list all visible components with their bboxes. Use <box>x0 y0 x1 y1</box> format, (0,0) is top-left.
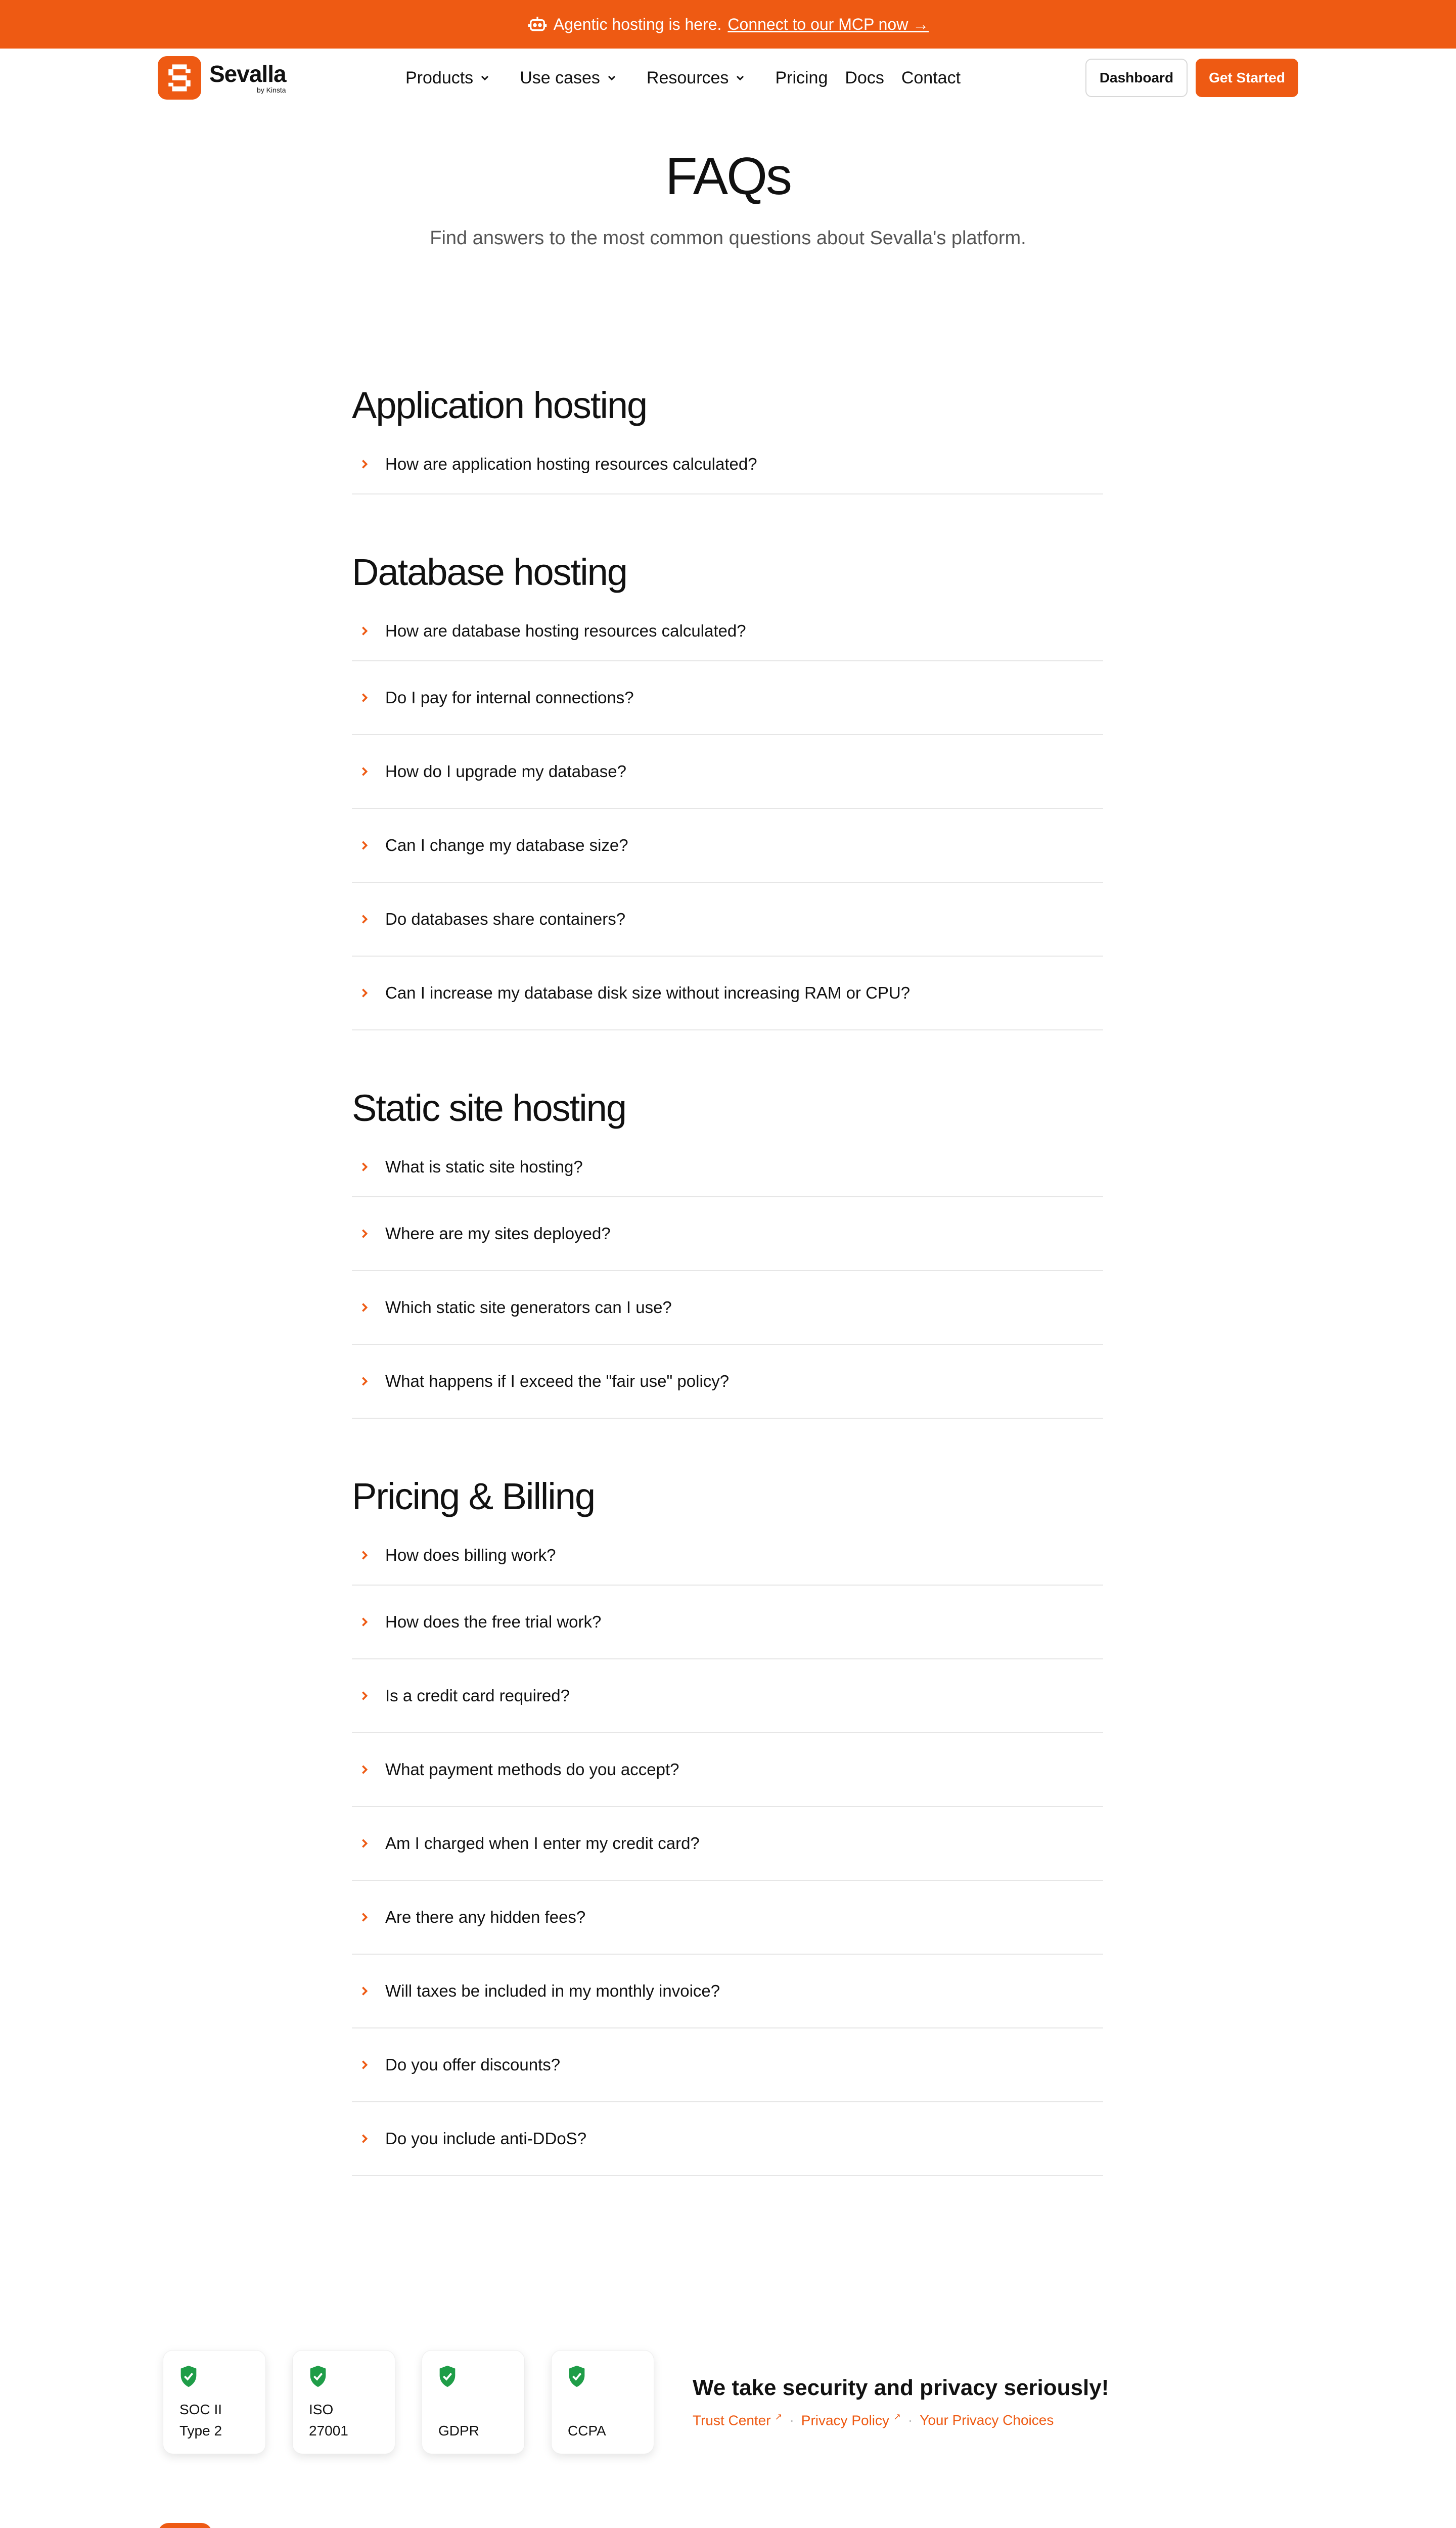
logo-name: Sevalla <box>209 61 286 87</box>
chevron-right-icon <box>357 2131 372 2146</box>
chevron-down-icon <box>480 73 489 82</box>
faq-question: How are database hosting resources calculated? <box>385 621 746 640</box>
faq-item[interactable] <box>352 1138 1103 1197</box>
faq-question: Can I increase my database disk size without increasing RAM or CPU? <box>385 983 911 1002</box>
chevron-right-icon <box>357 1300 372 1315</box>
chevron-down-icon <box>736 73 745 82</box>
footer-brand <box>158 2523 512 2528</box>
shield-check-icon <box>308 2365 328 2388</box>
faq-question: Do you include anti-DDoS? <box>385 2129 587 2148</box>
chevron-right-icon <box>357 1374 372 1389</box>
privacy-policy-link[interactable]: Privacy Policy ↗ <box>801 2412 901 2428</box>
chevron-right-icon <box>357 623 372 639</box>
faq-question: Are there any hidden fees? <box>385 1908 586 1926</box>
faq-item[interactable] <box>352 1659 1103 1733</box>
logo[interactable] <box>158 56 286 100</box>
faq-item[interactable] <box>352 735 1103 809</box>
nav-contact[interactable]: Contact <box>901 68 961 87</box>
chevron-right-icon <box>357 690 372 705</box>
faq-item[interactable] <box>352 2102 1103 2176</box>
nav-docs[interactable]: Docs <box>845 68 884 87</box>
faq-section <box>352 543 1103 1030</box>
faq-section-heading: Pricing & Billing <box>352 1475 595 1517</box>
faq-question: What is static site hosting? <box>385 1157 583 1176</box>
chevron-right-icon <box>357 1548 372 1563</box>
faq-item[interactable] <box>352 1197 1103 1271</box>
faq-question: Am I charged when I enter my credit card? <box>385 1834 700 1853</box>
faq-question: Where are my sites deployed? <box>385 1224 611 1243</box>
faq-question: Can I change my database size? <box>385 836 628 854</box>
chevron-right-icon <box>357 838 372 853</box>
faq-question: What payment methods do you accept? <box>385 1760 679 1779</box>
faq-item[interactable] <box>352 1271 1103 1345</box>
faq-item[interactable] <box>352 809 1103 883</box>
chevron-down-icon <box>607 73 616 82</box>
shield-check-icon <box>567 2365 587 2388</box>
chevron-right-icon <box>357 1226 372 1241</box>
footer-logo[interactable] <box>158 2523 512 2528</box>
soc2-badge: SOC II Type 2 <box>163 2350 266 2454</box>
chevron-right-icon <box>357 1762 372 1777</box>
faq-section <box>352 1467 1103 2176</box>
faq-item[interactable] <box>352 1586 1103 1659</box>
chevron-right-icon <box>357 1159 372 1175</box>
faq-section <box>352 376 1103 494</box>
faq-item[interactable] <box>352 661 1103 735</box>
faq-question: Do I pay for internal connections? <box>385 688 634 707</box>
page-subtitle: Find answers to the most common questions about Sevalla's platform. <box>430 228 1026 249</box>
faq-item[interactable] <box>352 602 1103 661</box>
external-link-icon: ↗ <box>893 2412 901 2422</box>
faq-section-heading: Application hosting <box>352 384 647 426</box>
faq-item[interactable] <box>352 1345 1103 1419</box>
chevron-right-icon <box>357 912 372 927</box>
faq-section-heading: Database hosting <box>352 551 627 593</box>
faq-item[interactable] <box>352 1955 1103 2028</box>
trust-center-link[interactable]: Trust Center ↗ <box>693 2412 783 2428</box>
faq-item[interactable] <box>352 957 1103 1030</box>
faq-item[interactable] <box>352 1881 1103 1955</box>
chevron-right-icon <box>357 764 372 779</box>
faq-item[interactable] <box>352 2028 1103 2102</box>
ccpa-badge: CCPA <box>551 2350 654 2454</box>
shield-check-icon <box>178 2365 199 2388</box>
shield-check-icon <box>437 2365 458 2388</box>
nav-resources[interactable]: Resources <box>647 68 745 88</box>
chevron-right-icon <box>357 1688 372 1703</box>
faq-question: How do I upgrade my database? <box>385 762 626 781</box>
security-section: SOC II Type 2 ISO 27001 GDPR CCPA We take security and privacy seriously! Trust Center ↗ · Privacy Policy ↗ · Your Privacy Choices <box>163 2350 1109 2454</box>
gdpr-badge: GDPR <box>422 2350 525 2454</box>
logo-by: by Kinsta <box>256 86 286 94</box>
faq-item[interactable] <box>352 435 1103 494</box>
robot-icon <box>527 14 548 34</box>
faq-question: How does billing work? <box>385 1546 556 1564</box>
chevron-right-icon <box>357 457 372 472</box>
chevron-right-icon <box>357 1614 372 1630</box>
chevron-right-icon <box>357 1836 372 1851</box>
banner-text: Agentic hosting is here. <box>553 15 722 33</box>
site-header <box>158 49 1298 107</box>
iso-badge: ISO 27001 <box>292 2350 395 2454</box>
page-title: FAQs <box>665 147 791 206</box>
chevron-right-icon <box>357 985 372 1001</box>
faq-question: Will taxes be included in my monthly invoice? <box>385 1981 720 2000</box>
nav-products[interactable]: Products <box>405 68 489 88</box>
faq-section-heading: Static site hosting <box>352 1087 626 1129</box>
get-started-button[interactable]: Get Started <box>1196 59 1298 97</box>
faq-item[interactable] <box>352 1807 1103 1881</box>
nav-pricing[interactable]: Pricing <box>775 68 828 87</box>
faq-question: How does the free trial work? <box>385 1612 602 1631</box>
faq-list <box>352 376 1103 2225</box>
main-nav <box>405 68 978 88</box>
faq-question: How are application hosting resources calculated? <box>385 455 757 473</box>
faq-question: Do databases share containers? <box>385 910 626 928</box>
faq-item[interactable] <box>352 883 1103 957</box>
chevron-right-icon <box>357 1910 372 1925</box>
chevron-right-icon <box>357 2057 372 2072</box>
faq-question: Do you offer discounts? <box>385 2055 561 2074</box>
dashboard-button[interactable]: Dashboard <box>1085 59 1188 97</box>
faq-question: Is a credit card required? <box>385 1686 570 1705</box>
faq-item[interactable] <box>352 1733 1103 1807</box>
nav-use-cases[interactable]: Use cases <box>520 68 616 88</box>
faq-section <box>352 1079 1103 1419</box>
security-title: We take security and privacy seriously! <box>693 2375 1109 2401</box>
banner-link[interactable]: Connect to our MCP now → <box>727 15 929 33</box>
chevron-right-icon <box>357 1983 372 1999</box>
faq-item[interactable] <box>352 1526 1103 1586</box>
faq-question: Which static site generators can I use? <box>385 1298 672 1317</box>
external-link-icon: ↗ <box>775 2412 783 2422</box>
sevalla-logo-icon <box>158 2523 212 2528</box>
sevalla-logo-icon <box>158 56 201 100</box>
faq-question: What happens if I exceed the "fair use" policy? <box>385 1372 730 1390</box>
announcement-banner <box>0 0 1456 49</box>
privacy-choices-link[interactable]: Your Privacy Choices <box>920 2412 1054 2428</box>
